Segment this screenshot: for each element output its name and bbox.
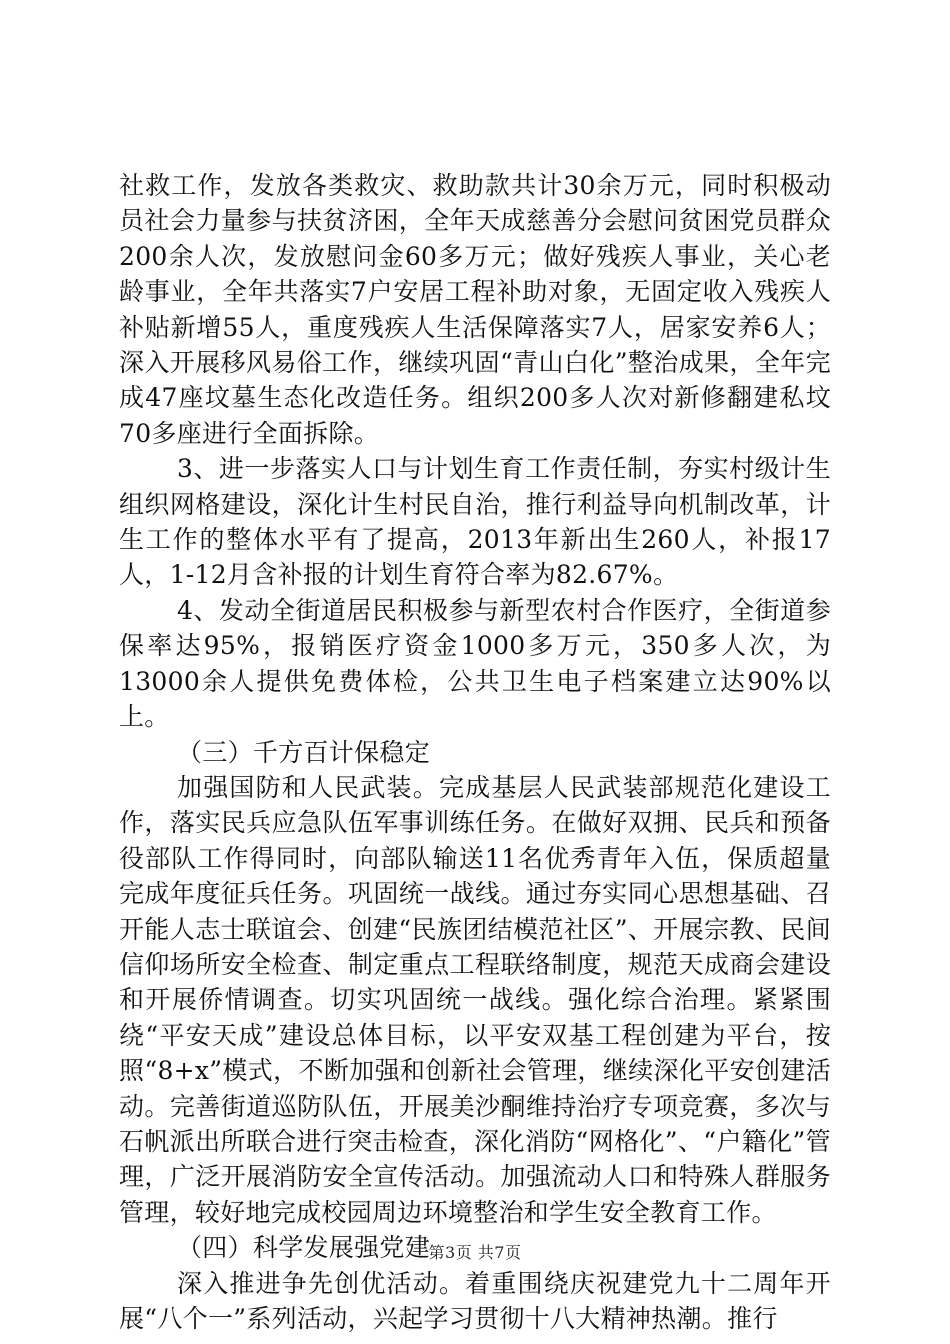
document-body bbox=[119, 168, 831, 1336]
section-heading-party-building: （四）科学发展强党建 bbox=[177, 1233, 431, 1263]
section-heading-stability: （三）千方百计保稳定 bbox=[177, 737, 431, 767]
paragraph-excellence-campaign: 深入推进争先创优活动。着重围绕庆祝建党九十二周年开展“八个一”系列活动，兴起学习贯彻十八大精神热潮。推行 bbox=[119, 1268, 831, 1333]
paragraph-national-defense: 加强国防和人民武装。完成基层人民武装部规范化建设工作，落实民兵应急队伍军事训练任务。在做好双拥、民兵和预备役部队工作得同时，向部队输送11名优秀青年入伍，保质超量完成年度征兵任务。巩固统一战线。通过夯实同心思想基础、召开能人志士联谊会、创建“民族团结模范社区”、开展宗教、民间信仰场所安全检查、制定重点工程联络制度，规范天成商会建设和开展侨情调查。切实巩固统一战线。强化综合治理。紧紧围绕“平安天成”建设总体目标，以平安双基工程创建为平台，按照“8+x”模式，不断加强和创新社会管理，继续深化平安创建活动。完善街道巡防队伍，开展美沙酮维持治疗专项竞赛，多次与石帆派出所联合进行突击检查，深化消防“网格化”、“户籍化”管理，广泛开展消防安全宣传活动。加强流动人口和特殊人群服务管理，较好地完成校园周边环境整治和学生安全教育工作。 bbox=[119, 772, 831, 1227]
paragraph-family-planning: 3、进一步落实人口与计划生育工作责任制，夯实村级计生组织网格建设，深化计生村民自治，推行利益导向机制改革，计生工作的整体水平有了提高，2013年新出生260人，补报17人，1-12月含补报的计划生育符合率为82.67%。 bbox=[119, 454, 831, 590]
paragraph-social-relief: 社救工作，发放各类救灾、救助款共计30余万元，同时积极动员社会力量参与扶贫济困，全年天成慈善分会慰问贫困党员群众200余人次，发放慰问金60多万元；做好残疾人事业，关心老龄事业，全年共落实7户安居工程补助对象，无固定收入残疾人补贴新增55人，重度残疾人生活保障落实7人，居家安养6人；深入开展移风易俗工作，继续巩固“青山白化”整治成果，全年完成47座坟墓生态化改造任务。组织200多人次对新修翻建私坟70多座进行全面拆除。 bbox=[119, 171, 831, 448]
paragraph-medical-insurance: 4、发动全街道居民积极参与新型农村合作医疗，全街道参保率达95%，报销医疗资金1000多万元，350多人次，为13000余人提供免费体检，公共卫生电子档案建立达90%以上。 bbox=[119, 595, 831, 732]
page-footer: 第3页 共7页 bbox=[428, 1243, 522, 1262]
